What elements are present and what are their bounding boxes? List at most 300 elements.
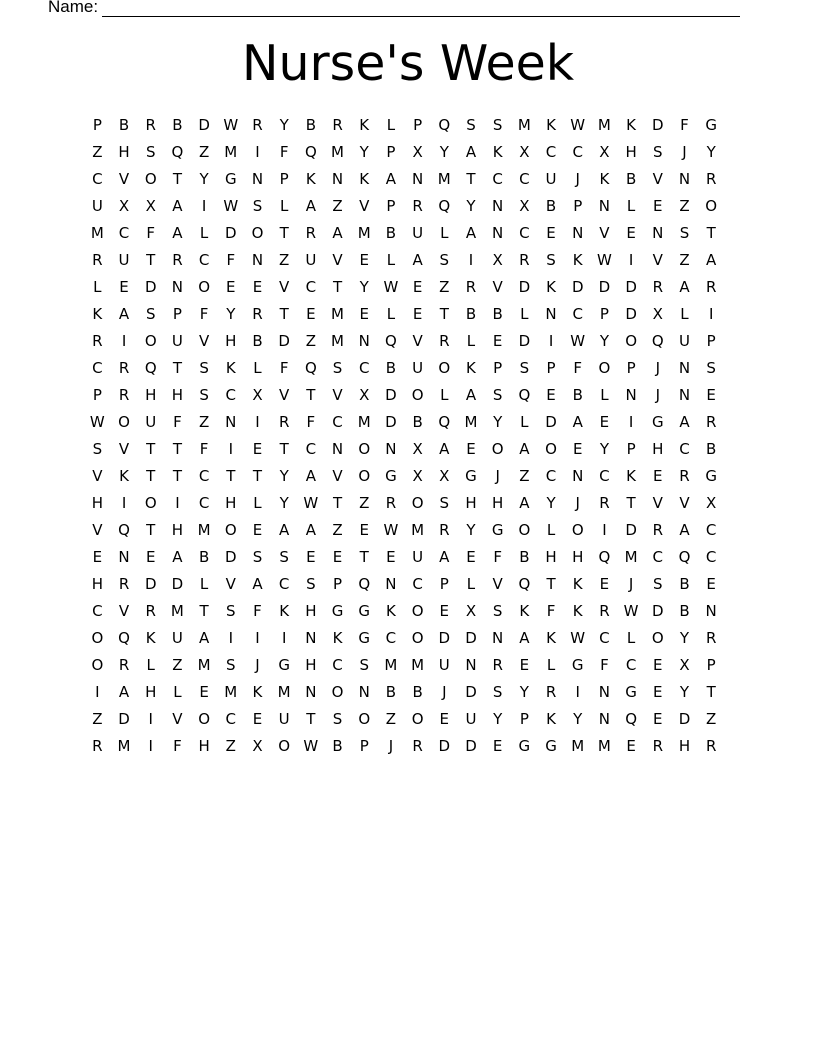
grid-letter: I [255,143,260,161]
grid-letter: E [359,251,369,269]
grid-letter: O [411,710,424,728]
grid-letter: S [252,548,263,566]
grid-letter: L [520,413,529,431]
grid-letter: Z [92,710,103,728]
grid-letter: S [199,386,209,404]
grid-letter: C [705,548,717,566]
grid-letter: E [359,305,369,323]
grid-letter: U [278,710,290,728]
grid-letter: H [652,440,664,458]
grid-letter: R [145,602,156,620]
grid-letter: D [144,575,157,593]
grid-letter: T [359,548,369,566]
grid-letter: U [678,332,690,350]
grid-letter: E [252,521,263,539]
grid-letter: N [492,629,504,647]
grid-letter: F [573,359,583,377]
grid-letter: C [625,656,637,674]
grid-letter: Y [226,305,236,323]
grid-letter: N [251,251,264,269]
grid-letter: E [546,224,556,242]
grid-letter: B [706,440,717,458]
grid-letter: K [225,359,236,377]
grid-letter: I [602,521,607,539]
grid-letter: B [118,116,130,134]
grid-letter: D [144,278,157,296]
grid-row [84,355,725,382]
grid-row [84,517,725,544]
grid-letter: S [332,710,343,728]
grid-letter: G [518,737,531,755]
grid-letter: I [468,251,474,269]
grid-letter: A [465,224,477,242]
grid-letter: A [572,413,583,431]
grid-letter: E [653,467,663,485]
grid-letter: Y [466,521,476,539]
grid-letter: Z [359,494,370,512]
grid-letter: A [465,143,477,161]
grid-letter: P [439,575,449,593]
grid-letter: B [545,197,557,215]
grid-letter: A [198,629,210,647]
grid-row [84,490,725,517]
grid-letter: C [225,386,237,404]
grid-letter: A [305,197,316,215]
grid-letter: V [118,602,130,620]
grid-letter: F [199,440,209,458]
grid-letter: H [492,494,504,512]
grid-letter: K [572,602,583,620]
grid-letter: R [492,656,503,674]
grid-letter: O [331,683,344,701]
grid-letter: R [705,629,717,647]
grid-letter: E [412,278,423,296]
name-rule[interactable] [102,1,740,17]
grid-letter: V [412,332,423,350]
grid-letter: G [331,602,344,620]
grid-row [84,328,725,355]
grid-letter: E [572,440,583,458]
grid-letter: M [224,683,238,701]
grid-letter: G [465,467,477,485]
grid-letter: R [652,521,663,539]
grid-letter: G [651,413,664,431]
grid-letter: Y [599,440,609,458]
grid-letter: O [251,224,264,242]
grid-letter: E [492,332,503,350]
grid-letter: L [466,575,476,593]
grid-letter: T [199,602,209,620]
grid-letter: Y [599,332,609,350]
grid-letter: V [652,251,663,269]
grid-letter: N [251,170,264,188]
grid-letter: T [706,224,716,242]
grid-letter: B [412,683,423,701]
grid-letter: P [386,143,396,161]
grid-letter: M [411,656,425,674]
grid-letter: N [625,386,637,404]
grid-letter: R [679,467,690,485]
grid-letter: R [118,656,130,674]
grid-letter: O [598,359,611,377]
grid-letter: I [255,629,260,647]
grid-letter: R [599,602,610,620]
grid-letter: S [492,116,503,134]
grid-letter: R [705,413,717,431]
grid-letter: I [628,413,634,431]
grid-letter: G [705,467,717,485]
grid-letter: W [570,629,586,647]
grid-letter: Q [385,332,397,350]
grid-letter: A [279,521,290,539]
grid-letter: S [306,575,316,593]
grid-letter: L [546,521,556,539]
grid-letter: X [412,440,423,458]
grid-letter: S [279,548,289,566]
grid-letter: B [332,737,343,755]
grid-letter: E [92,548,103,566]
grid-letter: M [197,656,211,674]
grid-letter: B [385,683,397,701]
grid-letter: D [678,710,691,728]
grid-letter: L [680,305,689,323]
grid-letter: M [411,521,425,539]
grid-letter: Z [679,197,690,215]
grid-letter: A [332,224,343,242]
grid-letter: D [438,737,451,755]
grid-letter: C [92,359,103,377]
grid-letter: Y [359,278,369,296]
grid-letter: K [119,467,129,485]
grid-row [84,166,725,193]
grid-letter: O [358,467,371,485]
grid-letter: X [652,305,663,323]
grid-letter: H [91,494,103,512]
grid-letter: O [91,629,104,647]
grid-letter: T [172,170,182,188]
grid-letter: V [332,467,343,485]
grid-letter: C [705,521,717,539]
grid-letter: M [277,683,291,701]
grid-letter: S [226,656,236,674]
grid-letter: R [252,305,263,323]
grid-letter: S [706,359,716,377]
grid-letter: B [572,386,583,404]
grid-letter: B [305,116,316,134]
grid-letter: T [626,494,636,512]
grid-letter: N [678,359,691,377]
grid-letter: Y [439,143,449,161]
grid-letter: T [146,467,156,485]
grid-letter: Q [678,548,691,566]
grid-letter: T [332,278,343,296]
grid-letter: E [412,305,423,323]
grid-letter: A [439,440,450,458]
grid-letter: M [90,224,104,242]
grid-letter: B [172,116,183,134]
grid-letter: K [252,683,263,701]
grid-letter: L [93,278,102,296]
grid-letter: N [358,332,370,350]
grid-letter: C [278,575,290,593]
grid-letter: S [546,251,556,269]
grid-letter: K [466,359,476,377]
grid-letter: V [332,251,343,269]
grid-letter: U [305,251,317,269]
grid-letter: N [358,683,370,701]
grid-letter: X [679,656,690,674]
grid-letter: I [121,332,127,350]
grid-letter: M [170,602,184,620]
grid-letter: C [519,224,530,242]
grid-letter: S [226,602,236,620]
grid-letter: P [519,710,529,728]
grid-letter: I [548,332,554,350]
grid-letter: T [279,440,289,458]
grid-letter: D [385,386,397,404]
grid-letter: Y [359,143,369,161]
grid-letter: V [359,197,370,215]
grid-letter: K [546,278,556,296]
grid-row [84,598,725,625]
grid-letter: E [599,413,610,431]
grid-letter: P [546,359,556,377]
grid-letter: G [278,656,290,674]
grid-letter: N [411,170,424,188]
grid-letter: L [253,494,262,512]
grid-letter: C [572,305,583,323]
grid-letter: T [306,710,316,728]
grid-letter: T [466,170,476,188]
grid-letter: W [383,278,399,296]
grid-letter: U [118,251,130,269]
grid-letter: K [359,116,370,134]
grid-letter: R [305,224,317,242]
grid-letter: A [519,494,530,512]
grid-letter: C [572,143,583,161]
grid-letter: Q [304,359,317,377]
grid-letter: R [599,494,610,512]
grid-letter: C [92,170,103,188]
grid-letter: G [358,602,371,620]
grid-letter: B [412,413,423,431]
grid-letter: O [198,710,210,728]
grid-letter: R [118,359,130,377]
grid-letter: B [625,170,637,188]
grid-letter: M [517,116,531,134]
grid-letter: Z [519,467,530,485]
grid-letter: C [198,251,210,269]
grid-letter: N [598,683,611,701]
grid-letter: E [706,386,716,404]
grid-letter: V [652,494,663,512]
grid-letter: N [572,467,584,485]
grid-letter: P [172,305,182,323]
grid-letter: H [225,494,237,512]
grid-letter: A [172,548,183,566]
grid-letter: U [412,224,424,242]
grid-letter: K [572,251,583,269]
grid-letter: J [628,575,634,593]
grid-letter: X [519,197,530,215]
grid-letter: E [706,575,716,593]
grid-letter: V [172,710,183,728]
grid-letter: C [358,359,370,377]
grid-row [84,625,725,652]
grid-letter: Z [679,251,690,269]
grid-letter: Y [466,197,476,215]
grid-letter: E [145,548,156,566]
grid-letter: D [652,116,664,134]
grid-letter: Y [573,710,583,728]
grid-letter: K [546,710,556,728]
grid-letter: Q [518,575,531,593]
grid-letter: W [596,251,612,269]
grid-letter: L [146,656,155,674]
grid-letter: E [119,278,129,296]
grid-letter: K [626,467,637,485]
grid-letter: T [146,251,156,269]
grid-letter: C [305,440,317,458]
grid-letter: V [492,278,503,296]
grid-letter: K [599,170,610,188]
grid-letter: C [385,629,397,647]
grid-letter: M [571,737,585,755]
grid-letter: D [518,332,531,350]
grid-letter: R [92,251,103,269]
grid-letter: Z [305,332,316,350]
grid-letter: L [440,224,449,242]
grid-letter: Y [493,710,503,728]
grid-letter: K [626,116,637,134]
grid-letter: E [359,521,369,539]
grid-letter: P [333,575,343,593]
grid-letter: T [252,467,263,485]
grid-letter: P [413,116,423,134]
grid-letter: C [545,467,557,485]
grid-letter: Q [598,548,611,566]
grid-letter: F [146,224,156,242]
grid-letter: Z [706,710,717,728]
grid-letter: R [278,413,290,431]
grid-row [84,193,725,220]
grid-letter: M [331,143,344,161]
grid-letter: R [439,521,450,539]
page-title: Nurse's Week [241,35,575,92]
grid-letter: N [385,440,397,458]
grid-letter: C [92,602,103,620]
grid-letter: R [412,197,423,215]
grid-letter: W [223,116,239,134]
grid-letter: F [600,656,609,674]
grid-letter: S [466,116,476,134]
grid-letter: B [252,332,263,350]
grid-letter: A [679,521,690,539]
grid-letter: F [680,116,689,134]
grid-letter: N [385,575,397,593]
grid-letter: R [172,251,183,269]
grid-letter: O [518,521,531,539]
grid-letter: G [571,656,584,674]
grid-letter: Z [385,710,397,728]
grid-letter: E [626,224,636,242]
grid-letter: P [706,656,716,674]
grid-letter: M [597,116,611,134]
grid-letter: E [546,386,556,404]
grid-letter: I [255,413,260,431]
grid-letter: D [518,278,531,296]
grid-letter: E [653,683,663,701]
grid-letter: Q [171,143,184,161]
grid-letter: A [305,521,316,539]
grid-letter: F [199,305,209,323]
grid-letter: L [386,305,396,323]
grid-letter: P [573,197,583,215]
grid-letter: N [331,170,344,188]
grid-letter: V [118,170,130,188]
grid-letter: D [625,278,637,296]
grid-letter: S [92,440,103,458]
grid-letter: K [385,602,396,620]
grid-letter: I [175,494,180,512]
grid-letter: E [653,197,663,215]
grid-letter: N [705,602,717,620]
grid-letter: W [570,332,586,350]
grid-letter: A [172,197,183,215]
grid-letter: T [546,575,556,593]
grid-letter: N [492,197,504,215]
grid-letter: C [332,656,343,674]
grid-row [84,652,725,679]
grid-letter: N [545,305,557,323]
grid-letter: C [652,548,664,566]
grid-row [84,733,725,760]
grid-letter: N [225,413,237,431]
grid-letter: M [331,332,344,350]
grid-letter: F [253,602,262,620]
grid-letter: R [652,737,663,755]
grid-letter: R [652,278,663,296]
grid-letter: I [121,494,127,512]
grid-letter: E [332,548,343,566]
grid-letter: Z [92,143,103,161]
grid-letter: Q [118,629,130,647]
grid-letter: Q [518,386,531,404]
grid-letter: B [198,548,210,566]
grid-letter: D [225,224,237,242]
grid-letter: I [281,629,287,647]
grid-letter: R [439,332,450,350]
grid-letter: H [225,332,237,350]
grid-letter: J [575,170,580,188]
grid-letter: H [305,602,317,620]
grid-letter: L [386,251,396,269]
grid-letter: L [466,332,476,350]
grid-letter: B [519,548,530,566]
grid-letter: K [305,170,316,188]
grid-letter: I [228,440,233,458]
grid-letter: W [303,494,319,512]
grid-letter: K [546,629,556,647]
grid-letter: C [599,467,610,485]
grid-letter: O [278,737,291,755]
grid-letter: E [466,440,476,458]
grid-letter: N [492,224,504,242]
grid-letter: S [439,494,450,512]
grid-letter: K [519,602,530,620]
grid-letter: X [465,602,477,620]
grid-letter: F [493,548,502,566]
